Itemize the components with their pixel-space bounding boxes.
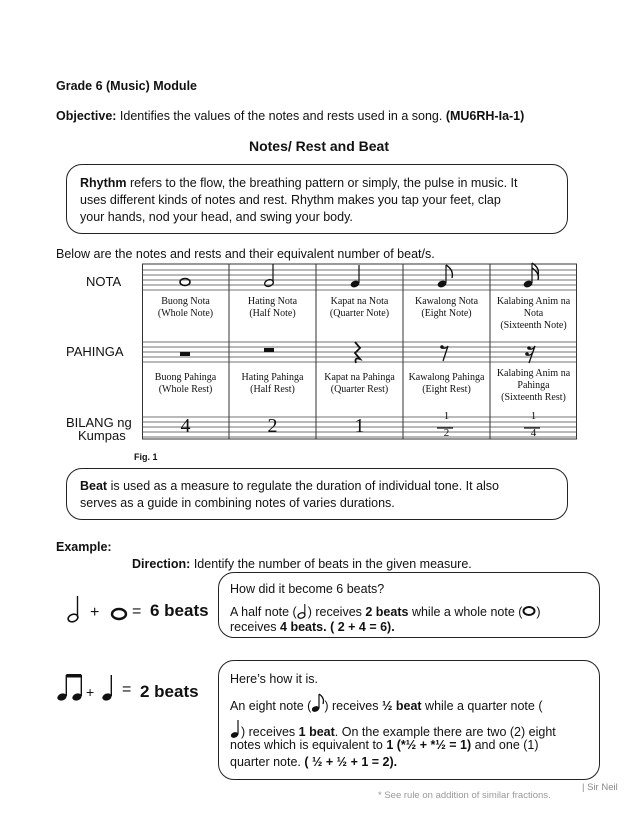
objective-code: (MU6RH-Ia-1)	[445, 109, 525, 123]
example1-result: 6 beats	[150, 601, 209, 620]
rest-name-eighth: Kawalong Pahinga (Eight Rest)	[408, 372, 485, 395]
objective	[56, 108, 524, 125]
example-label: Example:	[56, 540, 112, 554]
sixteenth-rest-icon	[525, 346, 535, 363]
direction-text: Identify the number of beats in the given measure.	[190, 557, 472, 571]
example2-line3: notes which is equivalent to 1 (*½ + *½ = 1) and one (1)	[230, 738, 539, 752]
beat-box	[66, 468, 568, 520]
example2-line2: ) receives 1 beat. On the example there are two (2) eight	[230, 719, 556, 741]
example1-explanation-box	[218, 572, 600, 638]
intro-text: Below are the notes and rests and their equivalent number of beat/s.	[56, 247, 435, 261]
half-note-icon	[264, 264, 275, 288]
beat-half: 2	[267, 415, 278, 437]
direction-label: Direction:	[132, 557, 191, 571]
row-label-kumpas: Kumpas	[78, 428, 126, 443]
rhythm-line2: uses different kinds of notes and rest. Rhythm makes you tap your feet, clap	[80, 193, 501, 207]
note-name-sixteenth: Kalabing Anim na Nota (Sixteenth Note)	[496, 296, 571, 331]
beat-sixteenth-denominator: 4	[530, 427, 537, 439]
quarter-rest-icon	[355, 342, 360, 363]
example1-line1: A half note ( ) receives 2 beats while a whole note ( )	[230, 605, 541, 619]
half-note-icon	[297, 603, 308, 619]
note-name-eighth: Kawalong Nota (Eight Note)	[414, 296, 479, 319]
beat-line1: is used as a measure to regulate the duration of individual tone. It also	[107, 479, 500, 493]
notes-rests-figure	[56, 262, 581, 442]
equals-sign: =	[122, 681, 132, 698]
rhythm-line3: your hands, nod your head, and swing your body.	[80, 210, 353, 224]
footnote: * See rule on addition of similar fractions.	[378, 790, 551, 801]
note-name-quarter: Kapat na Nota (Quarter Note)	[329, 296, 390, 319]
example2-equation	[56, 672, 216, 706]
rhythm-line1: refers to the flow, the breathing pattern or simply, the pulse in music. It	[126, 176, 518, 190]
rhythm-box	[66, 164, 568, 234]
plus-sign: +	[86, 684, 95, 700]
half-note-icon	[66, 594, 84, 624]
eighth-note-icon	[311, 693, 324, 713]
example1-question: How did it become 6 beats?	[230, 582, 385, 596]
rest-name-quarter: Kapat na Pahinga (Quarter Rest)	[324, 372, 395, 395]
eighth-rest-icon	[440, 345, 448, 361]
beat-whole: 4	[180, 415, 191, 437]
rhythm-term: Rhythm	[80, 176, 127, 190]
objective-label: Objective:	[56, 109, 117, 123]
note-name-half: Hating Nota (Half Note)	[247, 296, 298, 319]
equals-sign: =	[132, 603, 142, 620]
whole-note-icon	[110, 607, 128, 621]
quarter-note-icon	[230, 719, 241, 739]
quarter-note-icon	[100, 672, 118, 702]
example1-equation	[66, 594, 216, 628]
whole-rest-icon	[180, 352, 190, 356]
rest-name-sixteenth: Kalabing Anim na Pahinga (Sixteenth Rest)	[496, 368, 571, 403]
beat-eighth-denominator: 2	[443, 427, 450, 439]
row-label-pahinga: PAHINGA	[66, 344, 124, 359]
direction	[132, 556, 472, 573]
module-title: Grade 6 (Music) Module	[56, 79, 197, 93]
half-rest-icon	[264, 348, 274, 352]
beat-eighth-numerator: 1	[443, 410, 450, 422]
beamed-eighth-notes-icon	[56, 672, 86, 702]
row-label-bilang: BILANG ng	[66, 415, 132, 430]
whole-note-icon	[180, 279, 190, 286]
rest-name-half: Hating Pahinga (Half Rest)	[241, 372, 304, 395]
row-label-nota: NOTA	[86, 274, 122, 289]
example1-line2: receives 4 beats. ( 2 + 4 = 6).	[230, 620, 395, 634]
figure-caption: Fig. 1	[134, 452, 158, 462]
beat-quarter: 1	[354, 415, 365, 437]
example2-line1: An eight note ( ) receives ½ beat while a quarter note (	[230, 693, 542, 715]
note-name-whole: Buong Nota (Whole Note)	[157, 296, 214, 319]
example2-result: 2 beats	[140, 682, 199, 701]
rest-name-whole: Buong Pahinga (Whole Rest)	[154, 372, 217, 395]
example2-line4: quarter note. ( ½ + ½ + 1 = 2).	[230, 755, 398, 769]
objective-text: Identifies the values of the notes and rests used in a song.	[116, 109, 446, 123]
beat-sixteenth-numerator: 1	[530, 410, 537, 422]
quarter-note-icon	[350, 265, 361, 289]
example2-explanation-box	[218, 660, 600, 780]
section-title: Notes/ Rest and Beat	[248, 138, 390, 154]
example2-question: Here’s how it is.	[230, 672, 318, 686]
beat-term: Beat	[80, 479, 108, 493]
whole-note-icon	[522, 605, 536, 617]
beat-line2: serves as a guide in combining notes of varies durations.	[80, 496, 395, 510]
plus-sign: +	[90, 604, 100, 621]
author-credit: | Sir Neil	[582, 782, 618, 793]
